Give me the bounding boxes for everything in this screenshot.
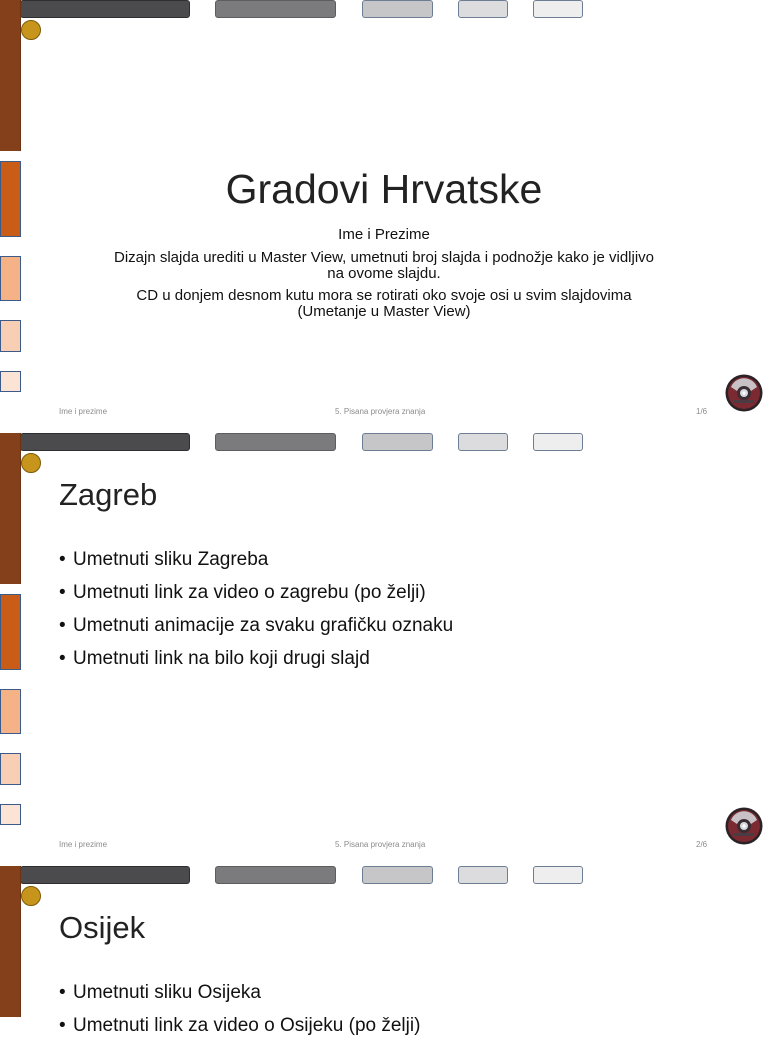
- bullet-text: Umetnuti sliku Zagreba: [73, 549, 269, 570]
- cd-disc-icon: [725, 807, 763, 845]
- instruction-text: CD u donjem desnom kutu mora se rotirati oko svoje osi u svim slajdovima (Umetanje u Master View): [136, 287, 632, 320]
- decorative-circle: [21, 20, 41, 40]
- decorative-tab: [20, 866, 190, 884]
- decorative-tab: [215, 0, 336, 18]
- decorative-circle: [21, 886, 41, 906]
- decorative-tab: [362, 0, 433, 18]
- decorative-bar: [0, 256, 21, 301]
- bullet-item: [59, 582, 453, 603]
- decorative-tab: [362, 866, 433, 884]
- decorative-tab: [458, 0, 508, 18]
- slide-title: Osijek: [59, 910, 146, 945]
- bullet-item: [59, 982, 420, 1003]
- bullet-item: [59, 1015, 420, 1036]
- decorative-tab: [362, 433, 433, 451]
- decorative-tab: [533, 866, 583, 884]
- cd-disc-icon: [725, 374, 763, 412]
- slide-1[interactable]: [0, 0, 768, 433]
- bullet-list: [59, 549, 453, 681]
- decorative-tab: [215, 866, 336, 884]
- slide-title: Zagreb: [59, 477, 158, 512]
- bullet-marker: •: [59, 582, 66, 603]
- bullet-marker: •: [59, 982, 66, 1003]
- decorative-tab: [533, 0, 583, 18]
- bullet-marker: •: [59, 549, 66, 570]
- footer-title: 5. Pisana provjera znanja: [335, 407, 426, 416]
- bullet-marker: •: [59, 615, 66, 636]
- decorative-tab: [20, 0, 190, 18]
- bullet-item: [59, 549, 453, 570]
- author-name: Ime i Prezime: [338, 226, 430, 243]
- bullet-text: Umetnuti sliku Osijeka: [73, 982, 261, 1003]
- bullet-item: [59, 648, 453, 669]
- decorative-bar: [0, 689, 21, 734]
- decorative-bar: [0, 753, 21, 785]
- decorative-tab: [533, 433, 583, 451]
- decorative-tab: [458, 866, 508, 884]
- footer-author: Ime i prezime: [59, 840, 108, 849]
- bullet-text: Umetnuti link na bilo koji drugi slajd: [73, 648, 370, 669]
- decorative-bar: [0, 866, 21, 1017]
- decorative-tab: [20, 433, 190, 451]
- decorative-bar: [0, 804, 21, 825]
- slide-2[interactable]: [0, 433, 768, 866]
- bullet-text: Umetnuti animacije za svaku grafičku oznaku: [73, 615, 454, 636]
- decorative-bar: [0, 594, 21, 670]
- slide-title: Gradovi Hrvatske: [225, 166, 543, 212]
- slide-number: 2/6: [696, 840, 708, 849]
- slide-number: 1/6: [696, 407, 708, 416]
- bullet-text: Umetnuti link za video o Osijeku (po želji): [73, 1015, 421, 1036]
- bullet-marker: •: [59, 1015, 66, 1036]
- decorative-tab: [215, 433, 336, 451]
- bullet-item: [59, 615, 453, 636]
- decorative-bar: [0, 371, 21, 392]
- decorative-bar: [0, 320, 21, 352]
- bullet-list: [59, 982, 420, 1048]
- decorative-tab: [458, 433, 508, 451]
- decorative-bar: [0, 0, 21, 151]
- instruction-text: Dizajn slajda urediti u Master View, umetnuti broj slajda i podnožje kako je vidljivo na ovome slajdu.: [114, 249, 654, 282]
- footer-author: Ime i prezime: [59, 407, 108, 416]
- slide-3[interactable]: [0, 866, 768, 1036]
- footer-title: 5. Pisana provjera znanja: [335, 840, 426, 849]
- bullet-text: Umetnuti link za video o zagrebu (po želji): [73, 582, 426, 603]
- decorative-circle: [21, 453, 41, 473]
- decorative-bar: [0, 433, 21, 584]
- bullet-marker: •: [59, 648, 66, 669]
